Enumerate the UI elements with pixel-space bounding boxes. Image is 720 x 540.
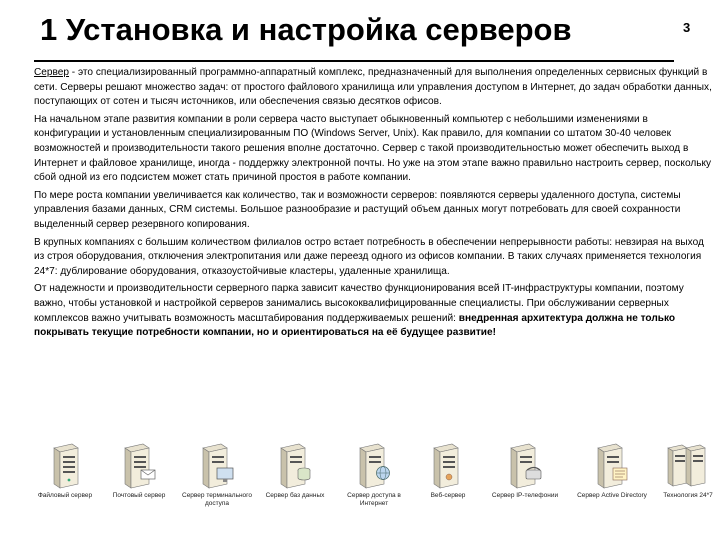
paragraph-large-companies: В крупных компаниях с большим количеством филиалов остро встает потребность в обеспечении непрерывности работы: невзирая на выход из строя оборудования, отключения электропитания или даже переезд одного из офисов компании. В таких случаях применяется технология 24*7: дублирование оборудования, отказоустойчивые кластеры, удаленные хранилища. <box>34 236 704 277</box>
server-item-database <box>258 440 332 500</box>
database-server-icon <box>277 440 313 490</box>
server-item-ip-telephony <box>485 440 565 500</box>
paragraph-conclusion <box>34 282 714 340</box>
server-label: Файловый сервер <box>37 492 93 499</box>
server-label: Почтовый сервер <box>112 492 166 499</box>
paragraph-definition-text: - это специализированный программно-аппаратный комплекс, предназначенный для выполнения определенных сервисных функций в сети. Серверы решают множество задач: от простого файлового хранилища или управления доступом в Интернет, до задач обработки данных, поступающих от сотен и тысяч источников, или обеспечения связью десятков офисов. <box>34 67 712 108</box>
cluster-24x7-icon <box>664 440 712 490</box>
mail-server-icon <box>121 440 157 490</box>
server-label: Сервер баз данных <box>265 492 325 499</box>
server-item-active-directory <box>570 440 654 500</box>
title-divider <box>34 60 674 62</box>
server-label: Технология 24*7 <box>663 492 713 499</box>
server-label: Веб-сервер <box>430 492 466 499</box>
server-item-24x7 <box>658 440 718 500</box>
file-server-icon <box>50 440 80 490</box>
server-label: Сервер IP-телефонии <box>491 492 559 499</box>
server-label: Сервер Active Directory <box>577 492 647 499</box>
server-label: Сервер доступа в Интернет <box>347 492 401 507</box>
internet-access-server-icon <box>356 440 392 490</box>
server-item-file <box>30 440 100 500</box>
paragraph-conclusion-emphasis: внедренная архитектура должна не только покрывать текущие потребности компании, но и ориентироваться на её будущее развитие! <box>34 312 676 339</box>
web-server-icon <box>430 440 466 490</box>
server-item-mail <box>104 440 174 500</box>
paragraph-definition <box>34 66 714 110</box>
terminal-server-icon <box>199 440 235 490</box>
server-label: Сервер терминального доступа <box>182 492 253 507</box>
ip-telephony-server-icon <box>507 440 543 490</box>
server-item-web <box>418 440 478 500</box>
active-directory-server-icon <box>594 440 630 490</box>
paragraph-initial-stage: На начальном этапе развития компании в роли сервера часто выступает обыкновенный компьютер с небольшими изменениями в конфигурации и установленным специализированным ПО (Windows Server, Unix). Как правило, для компании со штатом 30-40 человек возможностей и производительности такого решения вполне достаточно. Сервер с такой производительностью может обеспечить выход в Интернет и файловое хранилище, иногда - поддержку электронной почты. Но уже на этом этапе важно правильно настроить сервер, поскольку сбой одной из его подсистем может стать причиной простоя в работе компании. <box>34 113 712 184</box>
server-item-internet <box>336 440 412 508</box>
paragraph-conclusion-text: От надежности и производительности серверного парка зависит качество функционирования всей IT-инфраструктуры компании, поэтому важно, чтобы установкой и настройкой серверов занимались высококвалифицированные специалисты. При обслуживании серверных комплексов важно учитывать возможность масштабирования поддерживаемых решений: <box>34 283 684 324</box>
paragraph-growth: По мере роста компании увеличивается как количество, так и возможности серверов: появляются серверы удаленного доступа, системы управления базами данных, CRM системы. Большое разнообразие и растущий объем данных могут потребовать для своей сохранности выделенный сервер резервного копирования. <box>34 189 681 230</box>
server-icons-row <box>30 440 713 535</box>
body-text <box>34 66 714 344</box>
page-number: 3 <box>683 20 691 35</box>
slide-title: 1 Установка и настройка серверов <box>40 12 572 47</box>
term-server: Сервер <box>34 67 69 78</box>
server-item-terminal <box>182 440 252 508</box>
